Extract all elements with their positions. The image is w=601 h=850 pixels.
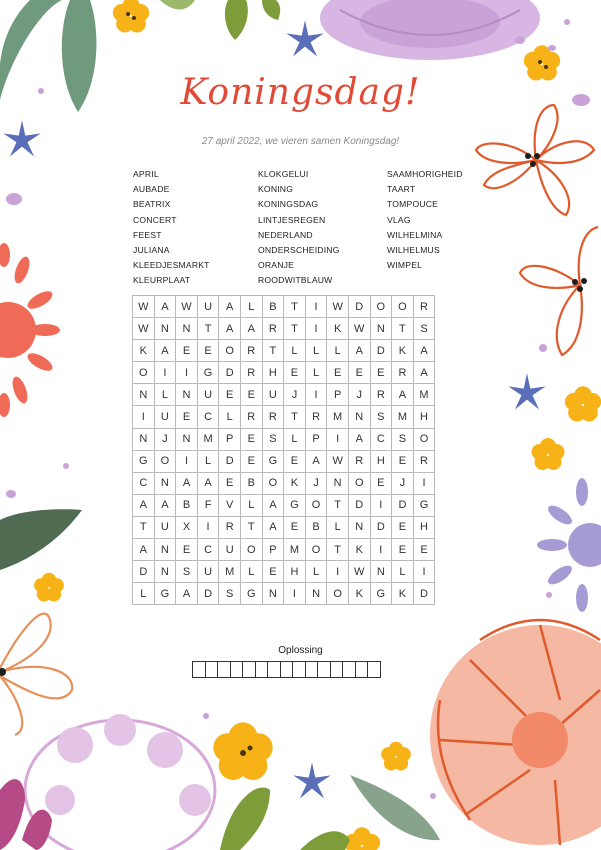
grid-cell[interactable]: I bbox=[413, 472, 435, 494]
grid-cell[interactable]: I bbox=[305, 384, 327, 406]
word-item: VLAG bbox=[387, 214, 411, 225]
grid-row bbox=[133, 516, 435, 538]
grid-cell[interactable]: X bbox=[176, 516, 198, 538]
grid-cell[interactable]: G bbox=[370, 583, 392, 605]
grid-cell[interactable]: R bbox=[413, 296, 435, 318]
grid-cell[interactable]: N bbox=[154, 318, 176, 340]
grid-cell[interactable]: V bbox=[219, 494, 241, 516]
grid-cell[interactable]: G bbox=[197, 362, 219, 384]
grid-cell[interactable]: G bbox=[133, 450, 155, 472]
grid-cell[interactable]: D bbox=[219, 362, 241, 384]
grid-row bbox=[133, 340, 435, 362]
grid-cell[interactable]: P bbox=[305, 428, 327, 450]
grid-cell[interactable]: A bbox=[305, 450, 327, 472]
word-item: ONDERSCHEIDING bbox=[258, 245, 340, 256]
grid-cell[interactable]: U bbox=[154, 516, 176, 538]
grid-cell[interactable]: L bbox=[240, 561, 262, 583]
lilac-flower-bottom-left bbox=[25, 714, 215, 850]
grid-cell[interactable]: O bbox=[413, 428, 435, 450]
grid-cell[interactable]: M bbox=[392, 406, 414, 428]
grid-cell[interactable]: A bbox=[348, 340, 370, 362]
grid-cell[interactable]: W bbox=[133, 296, 155, 318]
grid-cell[interactable]: O bbox=[154, 450, 176, 472]
word-item: ORANJE bbox=[258, 260, 295, 271]
grid-cell[interactable]: P bbox=[327, 384, 349, 406]
word-list-column-3 bbox=[387, 167, 463, 273]
word-item: WILHELMUS bbox=[387, 245, 440, 256]
grid-cell[interactable]: R bbox=[240, 340, 262, 362]
grid-cell[interactable]: L bbox=[327, 516, 349, 538]
grid-cell[interactable]: W bbox=[133, 318, 155, 340]
grid-cell[interactable]: E bbox=[176, 406, 198, 428]
grid-row bbox=[133, 539, 435, 561]
grid-cell[interactable]: O bbox=[305, 494, 327, 516]
grid-cell[interactable]: N bbox=[176, 318, 198, 340]
grid-cell[interactable]: O bbox=[133, 362, 155, 384]
grid-cell[interactable]: N bbox=[154, 539, 176, 561]
grid-cell[interactable]: A bbox=[413, 362, 435, 384]
grid-cell[interactable]: M bbox=[327, 406, 349, 428]
grid-cell[interactable]: N bbox=[348, 516, 370, 538]
grid-row bbox=[133, 296, 435, 318]
grid-cell[interactable]: T bbox=[197, 318, 219, 340]
solution-box[interactable] bbox=[342, 661, 356, 678]
grid-cell[interactable]: P bbox=[262, 539, 284, 561]
grid-row bbox=[133, 583, 435, 605]
grid-cell[interactable]: M bbox=[197, 428, 219, 450]
grid-cell[interactable]: T bbox=[133, 516, 155, 538]
grid-cell[interactable]: E bbox=[413, 539, 435, 561]
grid-cell[interactable]: S bbox=[262, 428, 284, 450]
grid-cell[interactable]: G bbox=[413, 494, 435, 516]
grid-cell[interactable]: W bbox=[327, 296, 349, 318]
grid-cell[interactable]: N bbox=[327, 472, 349, 494]
word-item: LINTJESREGEN bbox=[258, 214, 326, 225]
page-title: Koningsdag! bbox=[180, 72, 421, 113]
grid-row bbox=[133, 494, 435, 516]
grid-cell[interactable]: M bbox=[219, 561, 241, 583]
grid-cell[interactable]: J bbox=[284, 384, 306, 406]
grid-cell[interactable]: A bbox=[154, 494, 176, 516]
grid-cell[interactable]: R bbox=[413, 450, 435, 472]
grid-cell[interactable]: D bbox=[370, 340, 392, 362]
grid-cell[interactable]: J bbox=[305, 472, 327, 494]
grid-cell[interactable]: O bbox=[305, 539, 327, 561]
grid-cell[interactable]: N bbox=[154, 561, 176, 583]
grid-cell[interactable]: H bbox=[413, 516, 435, 538]
solution-box[interactable] bbox=[255, 661, 269, 678]
red-burst-left bbox=[0, 243, 60, 417]
grid-cell[interactable]: T bbox=[392, 318, 414, 340]
grid-cell[interactable]: J bbox=[154, 428, 176, 450]
grid-cell[interactable]: N bbox=[176, 384, 198, 406]
solution-box[interactable] bbox=[217, 661, 231, 678]
grid-cell[interactable]: R bbox=[370, 384, 392, 406]
solution-box[interactable] bbox=[355, 661, 369, 678]
grid-cell[interactable]: A bbox=[197, 472, 219, 494]
word-item: KLEEDJESMARKT bbox=[133, 260, 210, 271]
grid-cell[interactable]: G bbox=[284, 494, 306, 516]
grid-cell[interactable]: U bbox=[262, 384, 284, 406]
grid-cell[interactable]: R bbox=[219, 516, 241, 538]
grid-cell[interactable]: B bbox=[305, 516, 327, 538]
grid-cell[interactable]: T bbox=[240, 516, 262, 538]
grid-cell[interactable]: N bbox=[133, 428, 155, 450]
word-item: FEEST bbox=[133, 229, 162, 240]
word-item: CONCERT bbox=[133, 214, 177, 225]
grid-cell[interactable]: E bbox=[370, 362, 392, 384]
grid-cell[interactable]: I bbox=[133, 406, 155, 428]
solution-boxes bbox=[192, 661, 380, 678]
word-item: ROODWITBLAUW bbox=[258, 275, 333, 286]
grid-cell[interactable]: I bbox=[284, 583, 306, 605]
grid-cell[interactable]: D bbox=[413, 583, 435, 605]
word-item: WILHELMINA bbox=[387, 229, 443, 240]
grid-cell[interactable]: A bbox=[413, 340, 435, 362]
grid-cell[interactable]: T bbox=[327, 494, 349, 516]
solution-box[interactable] bbox=[330, 661, 344, 678]
grid-cell[interactable]: M bbox=[284, 539, 306, 561]
word-item: JULIANA bbox=[133, 245, 170, 256]
magenta-leaf bbox=[0, 779, 25, 850]
grid-cell[interactable]: A bbox=[154, 296, 176, 318]
grid-cell[interactable]: N bbox=[348, 406, 370, 428]
grid-cell[interactable]: G bbox=[262, 450, 284, 472]
grid-cell[interactable]: I bbox=[176, 450, 198, 472]
grid-cell[interactable]: F bbox=[197, 494, 219, 516]
grid-cell[interactable]: I bbox=[305, 296, 327, 318]
word-item: KLEURPLAAT bbox=[133, 275, 191, 286]
grid-cell[interactable]: A bbox=[219, 296, 241, 318]
grid-cell[interactable]: B bbox=[262, 296, 284, 318]
grid-cell[interactable]: R bbox=[240, 362, 262, 384]
grid-cell[interactable]: E bbox=[370, 472, 392, 494]
grid-cell[interactable]: G bbox=[240, 583, 262, 605]
grid-cell[interactable]: S bbox=[413, 318, 435, 340]
grid-cell[interactable]: K bbox=[348, 583, 370, 605]
grid-cell[interactable]: W bbox=[327, 450, 349, 472]
grid-cell[interactable]: A bbox=[262, 516, 284, 538]
grid-cell[interactable]: E bbox=[219, 472, 241, 494]
grid-cell[interactable]: N bbox=[133, 384, 155, 406]
grid-cell[interactable]: T bbox=[284, 406, 306, 428]
grid-cell[interactable]: K bbox=[133, 340, 155, 362]
grid-cell[interactable]: L bbox=[197, 450, 219, 472]
grid-cell[interactable]: L bbox=[240, 494, 262, 516]
grid-cell[interactable]: A bbox=[154, 340, 176, 362]
grid-cell[interactable]: R bbox=[262, 406, 284, 428]
leaf-left bbox=[0, 509, 82, 570]
grid-cell[interactable]: J bbox=[392, 472, 414, 494]
grid-cell[interactable]: E bbox=[327, 362, 349, 384]
grid-cell[interactable]: D bbox=[197, 583, 219, 605]
grid-cell[interactable]: C bbox=[133, 472, 155, 494]
grid-cell[interactable]: E bbox=[197, 340, 219, 362]
grid-cell[interactable]: A bbox=[133, 494, 155, 516]
solution-box[interactable] bbox=[267, 661, 281, 678]
grid-cell[interactable]: I bbox=[370, 494, 392, 516]
grid-cell[interactable]: L bbox=[305, 340, 327, 362]
grid-cell[interactable]: K bbox=[392, 340, 414, 362]
grid-cell[interactable]: C bbox=[197, 406, 219, 428]
word-item: BEATRIX bbox=[133, 199, 171, 210]
grid-cell[interactable]: S bbox=[370, 406, 392, 428]
grid-cell[interactable]: I bbox=[370, 539, 392, 561]
word-item: APRIL bbox=[133, 169, 159, 179]
grid-cell[interactable]: T bbox=[284, 296, 306, 318]
grid-cell[interactable]: D bbox=[219, 450, 241, 472]
grid-cell[interactable]: O bbox=[348, 472, 370, 494]
grid-cell[interactable]: T bbox=[284, 318, 306, 340]
leaf-bottom bbox=[220, 788, 270, 850]
grid-cell[interactable]: I bbox=[305, 318, 327, 340]
grid-cell[interactable]: A bbox=[392, 384, 414, 406]
page-subtitle: 27 april 2022, we vieren samen Koningsdag! bbox=[201, 136, 400, 147]
grid-row bbox=[133, 384, 435, 406]
grid-cell[interactable]: L bbox=[305, 561, 327, 583]
solution-box[interactable] bbox=[192, 661, 206, 678]
grid-cell[interactable]: I bbox=[176, 362, 198, 384]
grid-cell[interactable]: R bbox=[305, 406, 327, 428]
grid-cell[interactable]: D bbox=[348, 494, 370, 516]
grid-cell[interactable]: U bbox=[219, 539, 241, 561]
grid-cell[interactable]: J bbox=[348, 384, 370, 406]
grid-cell[interactable]: E bbox=[284, 516, 306, 538]
grid-cell[interactable]: E bbox=[392, 516, 414, 538]
grid-cell[interactable]: A bbox=[133, 539, 155, 561]
grid-cell[interactable]: E bbox=[240, 450, 262, 472]
word-item: KLOKGELUI bbox=[258, 169, 309, 179]
grid-cell[interactable]: K bbox=[392, 583, 414, 605]
grid-row bbox=[133, 318, 435, 340]
grid-cell[interactable]: N bbox=[305, 583, 327, 605]
solution-box[interactable] bbox=[305, 661, 319, 678]
grid-cell[interactable]: E bbox=[392, 450, 414, 472]
grid-cell[interactable]: R bbox=[240, 406, 262, 428]
grid-cell[interactable]: E bbox=[262, 561, 284, 583]
grid-cell[interactable]: D bbox=[392, 494, 414, 516]
grid-cell[interactable]: L bbox=[392, 561, 414, 583]
grid-cell[interactable]: N bbox=[154, 472, 176, 494]
grid-cell[interactable]: T bbox=[327, 539, 349, 561]
grid-cell[interactable]: L bbox=[284, 340, 306, 362]
word-item: SAAMHORIGHEID bbox=[387, 169, 463, 179]
grid-cell[interactable]: K bbox=[327, 318, 349, 340]
grid-row bbox=[133, 406, 435, 428]
grid-cell[interactable]: L bbox=[154, 384, 176, 406]
grid-cell[interactable]: O bbox=[392, 296, 414, 318]
grid-cell[interactable]: L bbox=[240, 296, 262, 318]
word-item: KONINGSDAG bbox=[258, 199, 319, 210]
grid-cell[interactable]: U bbox=[197, 561, 219, 583]
word-item: TOMPOUCE bbox=[387, 199, 439, 210]
grid-cell[interactable]: O bbox=[240, 539, 262, 561]
solution-box[interactable] bbox=[317, 661, 331, 678]
grid-cell[interactable]: O bbox=[219, 340, 241, 362]
word-item: TAART bbox=[387, 184, 416, 195]
solution-box[interactable] bbox=[242, 661, 256, 678]
grid-cell[interactable]: E bbox=[176, 340, 198, 362]
grid-cell[interactable]: D bbox=[370, 516, 392, 538]
grid-row bbox=[133, 428, 435, 450]
grid-cell[interactable]: L bbox=[133, 583, 155, 605]
grid-cell[interactable]: N bbox=[176, 428, 198, 450]
grid-cell[interactable]: E bbox=[219, 384, 241, 406]
grid-cell[interactable]: E bbox=[284, 362, 306, 384]
grid-cell[interactable]: C bbox=[370, 428, 392, 450]
grid-cell[interactable]: T bbox=[262, 340, 284, 362]
lilac-flower-top bbox=[320, 0, 540, 60]
word-search-grid bbox=[132, 295, 435, 605]
grid-cell[interactable]: B bbox=[240, 472, 262, 494]
grid-cell[interactable]: K bbox=[284, 472, 306, 494]
grid-cell[interactable]: B bbox=[176, 494, 198, 516]
grid-cell[interactable]: S bbox=[219, 583, 241, 605]
word-list-column-2 bbox=[258, 167, 340, 289]
grid-cell[interactable]: A bbox=[262, 494, 284, 516]
grid-row bbox=[133, 472, 435, 494]
grid-cell[interactable]: W bbox=[348, 318, 370, 340]
word-item: WIMPEL bbox=[387, 260, 423, 271]
grid-cell[interactable]: R bbox=[392, 362, 414, 384]
grid-cell[interactable]: I bbox=[327, 561, 349, 583]
solution-box[interactable] bbox=[280, 661, 294, 678]
grid-cell[interactable]: A bbox=[348, 428, 370, 450]
grid-cell[interactable]: D bbox=[348, 296, 370, 318]
grid-cell[interactable]: H bbox=[370, 450, 392, 472]
grid-cell[interactable]: O bbox=[262, 472, 284, 494]
grid-cell[interactable]: R bbox=[348, 450, 370, 472]
solution-box[interactable] bbox=[367, 661, 381, 678]
grid-cell[interactable]: L bbox=[284, 428, 306, 450]
grid-cell[interactable]: L bbox=[305, 362, 327, 384]
grid-cell[interactable]: A bbox=[219, 318, 241, 340]
solution-box[interactable] bbox=[205, 661, 219, 678]
solution-label: Oplossing bbox=[278, 645, 323, 656]
grid-cell[interactable]: I bbox=[327, 428, 349, 450]
word-list-column-1 bbox=[133, 167, 210, 289]
grid-cell[interactable]: L bbox=[327, 340, 349, 362]
grid-cell[interactable]: A bbox=[176, 583, 198, 605]
solution-box[interactable] bbox=[230, 661, 244, 678]
grid-cell[interactable]: S bbox=[392, 428, 414, 450]
grid-cell[interactable]: N bbox=[370, 318, 392, 340]
grid-cell[interactable]: A bbox=[240, 318, 262, 340]
grid-cell[interactable]: E bbox=[348, 362, 370, 384]
grid-cell[interactable]: D bbox=[133, 561, 155, 583]
grid-cell[interactable]: E bbox=[240, 428, 262, 450]
word-item: AUBADE bbox=[133, 184, 170, 195]
grid-cell[interactable]: O bbox=[370, 296, 392, 318]
grid-cell[interactable]: H bbox=[413, 406, 435, 428]
grid-cell[interactable]: S bbox=[176, 561, 198, 583]
grid-cell[interactable]: W bbox=[348, 561, 370, 583]
grid-row bbox=[133, 450, 435, 472]
grid-cell[interactable]: N bbox=[262, 583, 284, 605]
solution-box[interactable] bbox=[292, 661, 306, 678]
word-item: NEDERLAND bbox=[258, 229, 313, 240]
grid-cell[interactable]: E bbox=[176, 539, 198, 561]
word-item: KONING bbox=[258, 184, 294, 195]
grid-row bbox=[133, 561, 435, 583]
grid-cell[interactable]: I bbox=[154, 362, 176, 384]
grid-cell[interactable]: I bbox=[197, 516, 219, 538]
grid-cell[interactable]: M bbox=[413, 384, 435, 406]
grid-cell[interactable]: R bbox=[262, 318, 284, 340]
grid-cell[interactable]: G bbox=[154, 583, 176, 605]
grid-cell[interactable]: K bbox=[348, 539, 370, 561]
grid-cell[interactable]: E bbox=[392, 539, 414, 561]
grid-cell[interactable]: L bbox=[219, 406, 241, 428]
grid-cell[interactable]: U bbox=[197, 296, 219, 318]
grid-cell[interactable]: N bbox=[370, 561, 392, 583]
grid-cell[interactable]: H bbox=[284, 561, 306, 583]
lavender-flower-right bbox=[537, 478, 601, 612]
grid-cell[interactable]: W bbox=[176, 296, 198, 318]
grid-cell[interactable]: U bbox=[154, 406, 176, 428]
grid-cell[interactable]: O bbox=[327, 583, 349, 605]
grid-cell[interactable]: H bbox=[262, 362, 284, 384]
grid-cell[interactable]: A bbox=[176, 472, 198, 494]
grid-cell[interactable]: P bbox=[219, 428, 241, 450]
grid-cell[interactable]: C bbox=[197, 539, 219, 561]
grid-cell[interactable]: E bbox=[240, 384, 262, 406]
grid-cell[interactable]: U bbox=[197, 384, 219, 406]
grid-cell[interactable]: I bbox=[413, 561, 435, 583]
grid-cell[interactable]: E bbox=[284, 450, 306, 472]
grid-row bbox=[133, 362, 435, 384]
peach-flower-left bbox=[0, 614, 72, 735]
